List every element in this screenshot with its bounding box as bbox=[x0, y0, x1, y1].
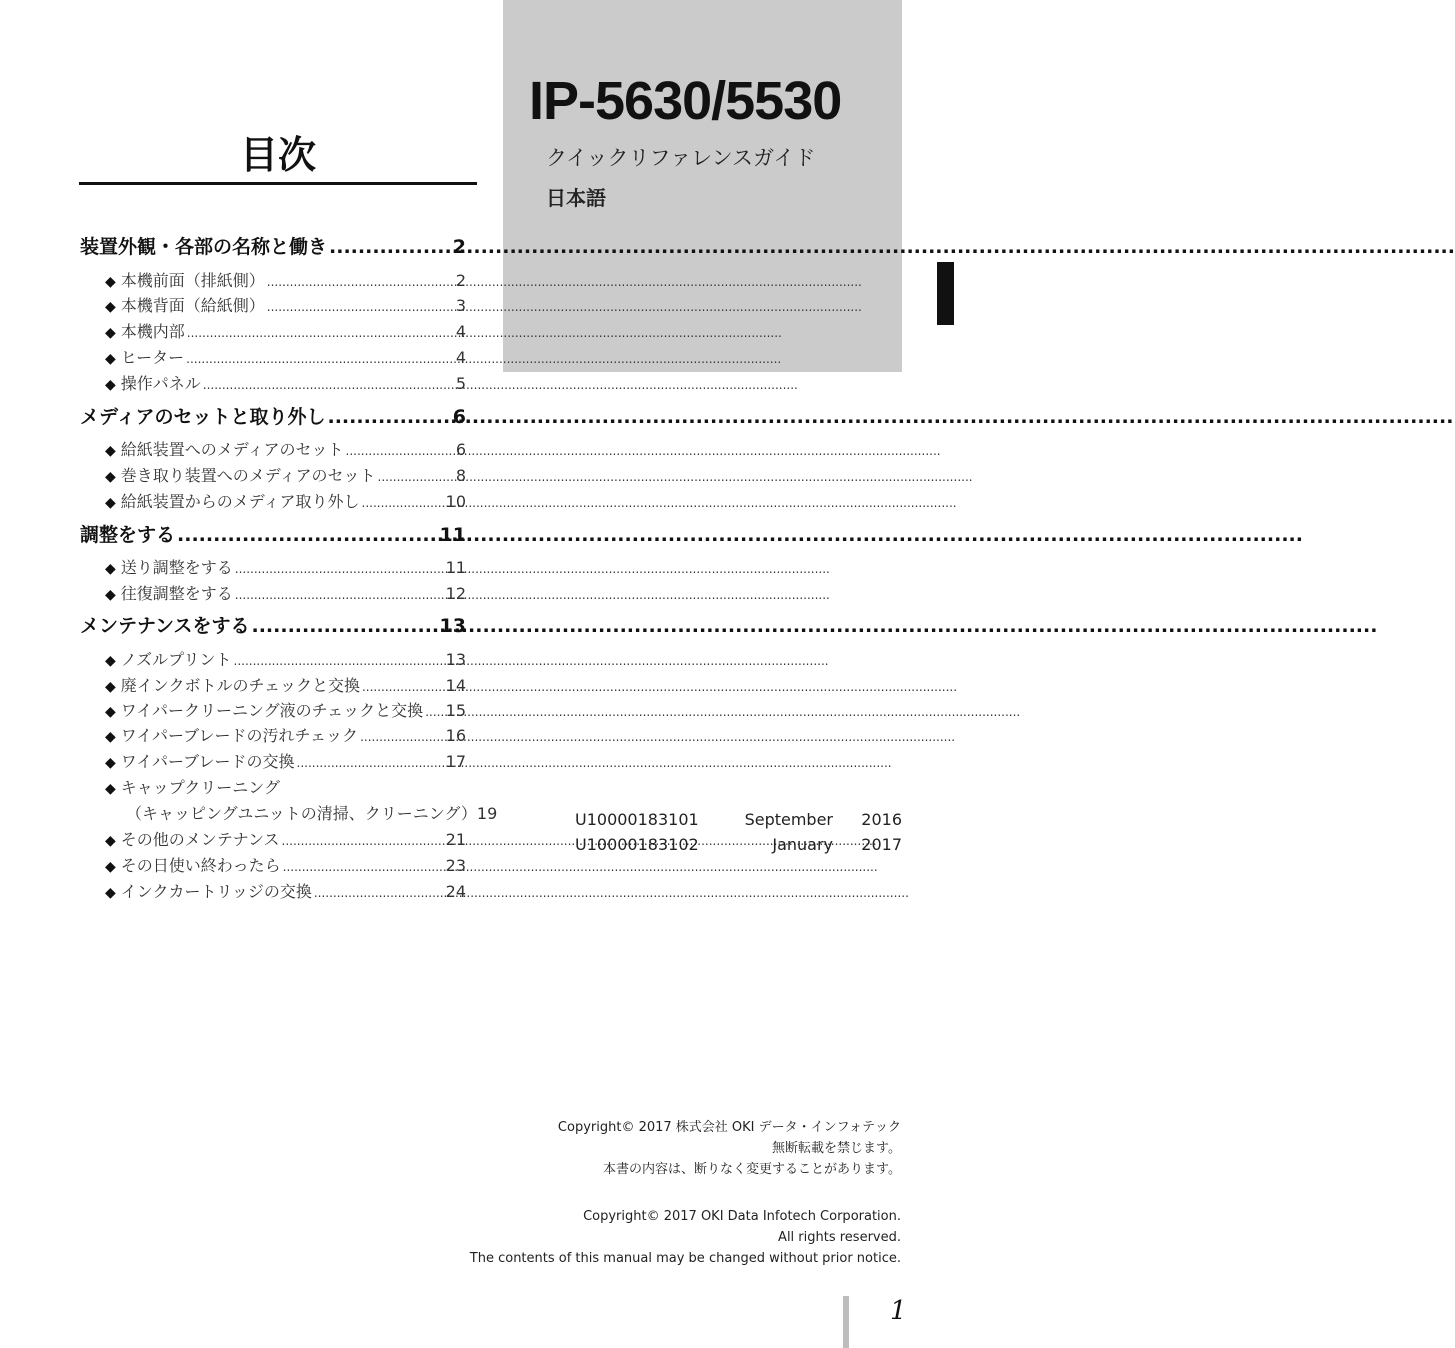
copyright-english: Copyright© 2017 OKI Data Infotech Corporation. All rights reserved. The contents of this manual may be changed without prior notice. bbox=[469, 1209, 901, 1266]
diamond-bullet-icon: ◆ bbox=[105, 833, 116, 849]
toc-item[interactable]: ◆ ワイパーブレードの汚れチェック ..... 16 bbox=[105, 723, 466, 746]
revision-row: U10000183101 September 2016 bbox=[575, 810, 902, 829]
toc-divider bbox=[79, 182, 477, 185]
toc-item[interactable]: ◆ 本機背面（給紙側） ..... 3 bbox=[105, 293, 466, 316]
diamond-bullet-icon: ◆ bbox=[105, 859, 116, 875]
toc-item[interactable]: ◆ インクカートリッジの交換 ..... 24 bbox=[105, 879, 466, 902]
diamond-bullet-icon: ◆ bbox=[105, 469, 116, 485]
diamond-bullet-icon: ◆ bbox=[105, 587, 116, 603]
diamond-bullet-icon: ◆ bbox=[105, 325, 116, 341]
toc-item[interactable]: ◆ ワイパークリーニング液のチェックと交換 ..... 15 bbox=[105, 698, 466, 721]
toc-section-1[interactable]: 装置外観・各部の名称と働き ..... 2 bbox=[80, 232, 466, 259]
toc-item[interactable]: ◆ ヒーター ..... 4 bbox=[105, 345, 466, 368]
guide-title: クイックリファレンスガイド bbox=[546, 146, 816, 170]
diamond-bullet-icon: ◆ bbox=[105, 755, 116, 771]
diamond-bullet-icon: ◆ bbox=[105, 781, 116, 797]
toc-heading: 目次 bbox=[239, 133, 316, 177]
toc-item[interactable]: ◆ 操作パネル ..... 5 bbox=[105, 371, 466, 394]
toc-item[interactable]: ◆ 送り調整をする ..... 11 bbox=[105, 555, 466, 578]
diamond-bullet-icon: ◆ bbox=[105, 443, 116, 459]
toc-item-continuation[interactable]: （キャッピングユニットの清掃、クリーニング） 19 bbox=[126, 804, 498, 823]
revision-history bbox=[575, 810, 902, 860]
page-number-bar bbox=[843, 1296, 849, 1348]
diamond-bullet-icon: ◆ bbox=[105, 495, 116, 511]
copyright-japanese: Copyright© 2017 株式会社 OKI データ・インフォテック 無断転載を禁じます。 本書の内容は、断りなく変更することがあります。 bbox=[557, 1120, 901, 1177]
toc-item[interactable]: ◆ キャップクリーニング bbox=[105, 778, 280, 797]
diamond-bullet-icon: ◆ bbox=[105, 704, 116, 720]
toc-section-3[interactable]: 調整をする ..... 11 bbox=[80, 520, 466, 547]
diamond-bullet-icon: ◆ bbox=[105, 679, 116, 695]
model-name: IP-5630/5530 bbox=[529, 71, 842, 131]
toc-item[interactable]: ◆ 本機前面（排紙側） ..... 2 bbox=[105, 268, 466, 291]
toc-section-2[interactable]: メディアのセットと取り外し ..... 6 bbox=[80, 402, 466, 429]
diamond-bullet-icon: ◆ bbox=[105, 561, 116, 577]
diamond-bullet-icon: ◆ bbox=[105, 653, 116, 669]
toc-item[interactable]: ◆ 往復調整をする ..... 12 bbox=[105, 581, 466, 604]
chapter-tab bbox=[937, 262, 954, 325]
toc-item[interactable]: ◆ 本機内部 ..... 4 bbox=[105, 319, 466, 342]
diamond-bullet-icon: ◆ bbox=[105, 274, 116, 290]
toc-item[interactable]: ◆ その日使い終わったら ..... 23 bbox=[105, 853, 466, 876]
toc-section-4[interactable]: メンテナンスをする ..... 13 bbox=[80, 611, 466, 638]
toc-item[interactable]: ◆ 給紙装置からのメディア取り外し ..... 10 bbox=[105, 489, 466, 512]
diamond-bullet-icon: ◆ bbox=[105, 351, 116, 367]
language-label: 日本語 bbox=[546, 186, 606, 210]
diamond-bullet-icon: ◆ bbox=[105, 885, 116, 901]
toc-item[interactable]: ◆ ワイパーブレードの交換 ..... 17 bbox=[105, 749, 466, 772]
toc-item[interactable]: ◆ 給紙装置へのメディアのセット ..... 6 bbox=[105, 437, 466, 460]
diamond-bullet-icon: ◆ bbox=[105, 377, 116, 393]
diamond-bullet-icon: ◆ bbox=[105, 299, 116, 315]
toc-item[interactable]: ◆ ノズルプリント ..... 13 bbox=[105, 647, 466, 670]
revision-row: U10000183102 January 2017 bbox=[575, 835, 902, 854]
toc-item[interactable]: ◆ その他のメンテナンス ..... 21 bbox=[105, 827, 466, 850]
page-number: 1 bbox=[890, 1296, 907, 1326]
title-panel bbox=[503, 0, 902, 372]
diamond-bullet-icon: ◆ bbox=[105, 729, 116, 745]
toc-item[interactable]: ◆ 廃インクボトルのチェックと交換 ..... 14 bbox=[105, 673, 466, 696]
toc-item[interactable]: ◆ 巻き取り装置へのメディアのセット ..... 8 bbox=[105, 463, 466, 486]
